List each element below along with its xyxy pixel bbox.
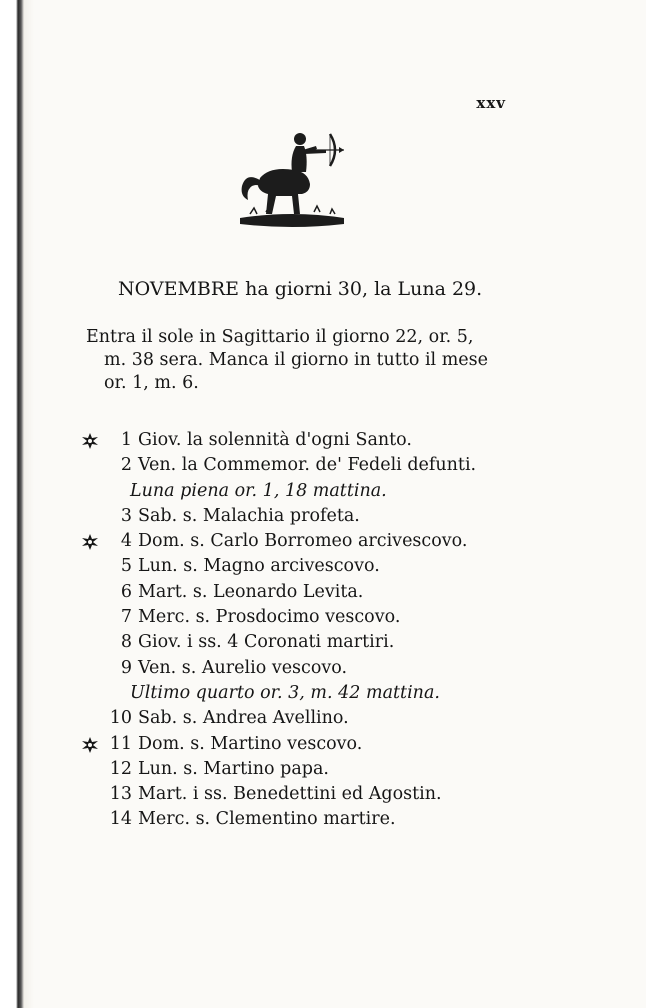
day-number: 1 bbox=[120, 430, 132, 450]
moon-phase-note bbox=[80, 479, 540, 504]
day-text: Dom. s. Carlo Borromeo arcivescovo. bbox=[138, 531, 468, 552]
calendar-entry bbox=[80, 605, 540, 630]
moon-phase-note bbox=[80, 681, 540, 706]
day-number: 14 bbox=[109, 809, 132, 830]
day-text: Sab. s. Malachia profeta. bbox=[138, 505, 360, 526]
day-text: Merc. s. Clementino martire. bbox=[138, 809, 396, 830]
day-number: 2 bbox=[120, 455, 132, 476]
intro-line-1: Entra il sole in Sagittario il giorno 22, or. 5, bbox=[86, 327, 474, 347]
intro-line-2: m. 38 sera. Manca il giorno in tutto il mese bbox=[104, 350, 489, 370]
maltese-cross-icon bbox=[80, 735, 100, 755]
day-text: Ven. s. Aurelio vescovo. bbox=[138, 657, 348, 678]
day-text: Lun. s. Martino papa. bbox=[138, 758, 329, 779]
maltese-cross-icon bbox=[80, 532, 100, 552]
day-text: Giov. la solennità d'ogni Santo. bbox=[138, 430, 412, 450]
day-text: Lun. s. Magno arcivescovo. bbox=[138, 556, 380, 577]
moon-phase-text: Luna piena or. 1, 18 mattina. bbox=[130, 480, 387, 501]
intro-paragraph bbox=[86, 326, 516, 395]
day-number: 12 bbox=[109, 758, 132, 779]
calendar-entry bbox=[80, 529, 540, 554]
calendar-entry bbox=[80, 732, 540, 757]
day-text: Ven. la Commemor. de' Fedeli defunti. bbox=[138, 455, 477, 476]
maltese-cross-icon bbox=[80, 431, 100, 451]
moon-phase-text: Ultimo quarto or. 3, m. 42 mattina. bbox=[130, 682, 440, 703]
calendar-entries bbox=[80, 428, 540, 833]
sagittarius-centaur-icon bbox=[236, 126, 348, 230]
day-number: 13 bbox=[109, 784, 132, 805]
calendar-entry bbox=[80, 630, 540, 655]
calendar-entry bbox=[80, 580, 540, 605]
day-number: 4 bbox=[120, 531, 132, 552]
day-number: 8 bbox=[120, 632, 132, 653]
day-number: 11 bbox=[109, 733, 132, 754]
month-heading: NOVEMBRE ha giorni 30, la Luna 29. bbox=[118, 278, 483, 300]
calendar-entry bbox=[80, 656, 540, 681]
day-number: 5 bbox=[120, 556, 132, 577]
page-number: xxv bbox=[476, 94, 506, 112]
day-number: 3 bbox=[120, 505, 132, 526]
day-text: Dom. s. Martino vescovo. bbox=[138, 733, 363, 754]
calendar-entry bbox=[80, 504, 540, 529]
intro-line-3: or. 1, m. 6. bbox=[104, 373, 199, 393]
day-number: 9 bbox=[120, 657, 132, 678]
day-text: Merc. s. Prosdocimo vescovo. bbox=[138, 607, 401, 628]
day-text: Mart. s. Leonardo Levita. bbox=[138, 581, 364, 602]
day-text: Sab. s. Andrea Avellino. bbox=[138, 708, 349, 729]
book-spine-shadow bbox=[0, 0, 34, 1008]
day-number: 10 bbox=[109, 708, 132, 729]
calendar-entry bbox=[80, 807, 540, 832]
calendar-entry bbox=[80, 453, 540, 478]
calendar-entry bbox=[80, 782, 540, 807]
day-text: Giov. i ss. 4 Coronati martiri. bbox=[138, 632, 395, 653]
day-text: Mart. i ss. Benedettini ed Agostin. bbox=[138, 784, 442, 805]
calendar-entry bbox=[80, 757, 540, 782]
day-number: 7 bbox=[120, 607, 132, 628]
calendar-entry bbox=[80, 428, 540, 453]
day-number: 6 bbox=[120, 581, 132, 602]
calendar-entry bbox=[80, 706, 540, 731]
calendar-entry bbox=[80, 554, 540, 579]
